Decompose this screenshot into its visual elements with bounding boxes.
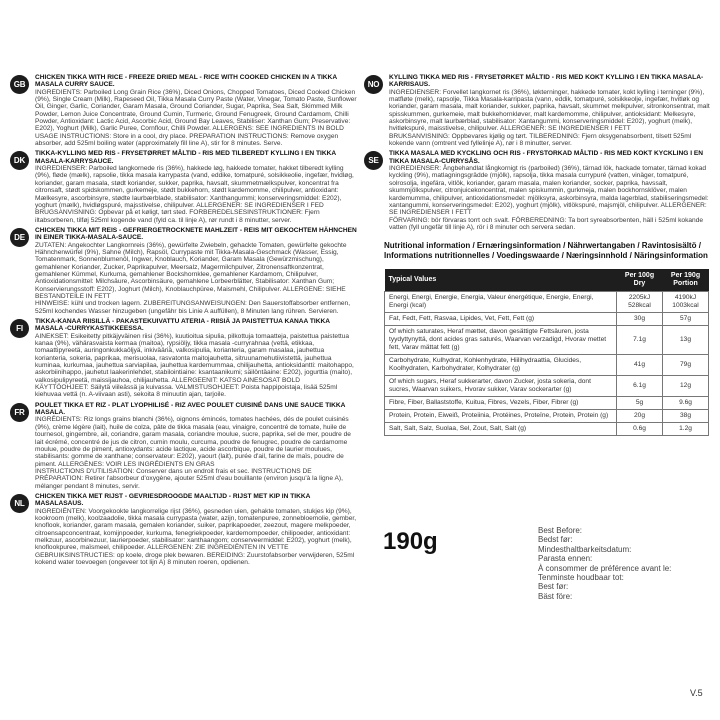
best-before-block (538, 526, 671, 601)
product-text: BRUGSANVISNING: Opbevar på et køligt, tørt sted. FORBEREDELSESINSTRUKTIONER: Fjern iltabsorberen, tilføj 525ml kogende vand (fyld ca. til linje A), rør rundt i 8 minutter, server. (35, 209, 320, 224)
language-badge: SE (364, 151, 383, 170)
value-per-portion: 9.6g (663, 397, 709, 410)
col-header-per-portion: Per 190g Portion (663, 269, 709, 292)
product-text: INGREDIENSER: Parboiled langkornede ris (36%), hakkede løg, hakkede tomater, hakket tilberedt kylling (9%), fløde (mælk), rapsolie, tikka masala karrypasta (vand, eddike, tomatpuré, solsikkeolie, ingefær, hvidløg, koriander, garam masala, stødt koriander, sukker, paprika, havsalt, skummetmælkspulver, koncentrat fra citronsaft, stødt spidskommen, gurkemeje, stødt bukkehorn, stødt kardemomme, chilipulver, antioxidant: Mælkesyre, ascorbinsyre, stødte laurbærblade, stabilisator: Xanthangummi; konserveringsmiddel: E202), yoghurt (mælk), hvidløgspuré, majsstivelse, chilipulver. ALLERGENER: SE INGREDIENSER I FED (35, 165, 354, 209)
language-block-se (364, 150, 710, 231)
product-text: GEBRUIKSINSTRUCTIES: op koele, droge plek bewaren. BEREIDING: Zuurstofabsorber verwijderen, 525ml kokend water toevoegen (ongeveer tot lijn A) 8 minuten roeren, opdienen. (35, 551, 355, 566)
value-per-100g: 0.6g (617, 423, 663, 436)
value-per-100g: 2205kJ 528kcal (617, 292, 663, 313)
product-text: USAGE INSTRUCTIONS: Store in a cool, dry place. PREPARATION INSTRUCTIONS: Remove oxygen absorber, add 525ml boiling water (approximately fill line A), stir for 8 minutes. Serve. (35, 132, 339, 148)
left-column (10, 74, 358, 569)
language-badge: DE (10, 228, 29, 247)
nutrition-row (385, 397, 709, 410)
nutrition-row (385, 410, 709, 423)
value-per-portion: 38g (663, 410, 709, 423)
product-text: INGREDIENSER: Ångbehandlat långkornigt ris (parboiled) (36%), tärnad lök, hackade tomater, tärnad kokad kyckling (9%), matlagningsgrädde (mjölk), rapsolja, tikka masala currypuré (vatten, vinäger, tomatpuré, solrosolja, ingefära, vitlök, koriander, garam masala, malen koriander, socker, paprika, havssalt, skummjölkspulver, citronjuicekoncentrat, malen spiskummin, gurkmeja, malen bockhornsklöver, malen kardemumma, chilipulver, antioxidationsmedel: mjölksyra, askorbinsyra, malda lagerblad, stabiliseringsmedel: xantangummi, konserveringsmedel: E202), yoghurt (mjölk), vitlökspuré, majsmjöl, chilipulver. ALLERGENER: SE INGREDIENSER I FETT (389, 165, 709, 217)
language-block-no (364, 74, 710, 147)
best-before-line: Best før: (538, 582, 569, 592)
language-badge: NL (10, 494, 29, 513)
best-before-line: Bäst före: (538, 591, 573, 601)
product-text: INSTRUCTIONS D'UTILISATION: Conserver dans un endroit frais et sec. INSTRUCTIONS DE PRÉPARATION: Retirer l'absorbeur d'oxygène, ajouter 525ml d'eau bouillante (environ jusqu'à la ligne A), mélanger pendant 8 minutes, servir. (35, 467, 343, 490)
value-per-100g: 30g (617, 313, 663, 326)
best-before-line: À consommer de préférence avant le: (538, 563, 672, 573)
product-text: HINWEISE: kühl und trocken lagern. ZUBEREITUNGSANWEISUNGEN: Den Sauerstoffabsorber entfernen, 525ml kochendes Wasser hinzugeben (ungefähr bis Linie A auffüllen), 8 Minuten lang rühren. Servieren. (35, 300, 351, 315)
product-title: TIKKA MASALA MED KYCKLING OCH RIS - FRYSTORKAD MÅLTID - RIS MED KOKT KYCKLING I EN TIKKA MASALA-CURRYSÅS. (389, 150, 704, 165)
nutrient-label: Of which sugars, Heraf sukkerarter, davon Zucker, josta sokeria, dont sucres, Waarvan suikers, Hvorav sukker, Varav sockerarter (g) (385, 376, 617, 397)
value-per-portion: 4190kJ 1003kcal (663, 292, 709, 313)
best-before-line: Mindesthaltbarkeitsdatum: (538, 544, 632, 554)
nutrition-row (385, 292, 709, 313)
product-text: FÖRVARING: bör förvaras torrt och svalt. FÖRBEREDNING: Ta bort syreabsorbenten, häll i 525ml kokande vatten (fyll ungefär till linje A), rör i 8 minuter och servera sedan. (389, 216, 704, 231)
language-badge: GB (10, 75, 29, 94)
value-per-100g: 5g (617, 397, 663, 410)
value-per-100g: 6.1g (617, 376, 663, 397)
product-title: CHICKEN TIKKA WITH RICE - FREEZE DRIED MEAL - RICE WITH COOKED CHICKEN IN A TIKKA MASALA CURRY SAUCE. (35, 74, 337, 89)
product-text: INGREDIENTS: Parboiled Long Grain Rice (36%), Diced Onions, Chopped Tomatoes, Diced Cooked Chicken (9%), Single Cream (Milk), Rapeseed Oil, Tikka Masala Curry Paste (Water, Vinegar, Tomato Paste, Sunflower Oil, Ginger, Garlic, Coriander, Garam Masala, Ground Coriander, Sugar, Paprika, Sea Salt, Skimmed Milk Powder, Lemon Juice Concentrate, Ground Cumin, Turmeric, Ground Fenugreek, Ground Cardamom, Chilli Powder, Antioxidant: Lactic Acid, Ascorbic Acid, Ground Bay Leaves, Stabiliser: Xanthan Gum; Preservative: E202), Yoghurt (Milk), Garlic Puree, Cornflour, Chilli Powder. ALLERGENS: SEE INGREDIENTS IN BOLD (35, 88, 357, 133)
value-per-100g: 7.1g (617, 326, 663, 355)
product-title: CHICKEN TIKKA MIT REIS - GEFRIERGETROCKNETE MAHLZEIT - REIS MIT GEKOCHTEM HÄHNCHEN IN EINER TIKKA-MASALA-SAUCE. (35, 226, 357, 242)
product-text: ZUTATEN: Angekochter Langkornreis (36%), gewürfelte Zwiebeln, gehackte Tomaten, gewürfelte gekochte Hähnchenwürfel (9%), Sahne (Milch), Rapsöl, Currypaste mit Tikka-Masala-Geschmack (Wasser, Essig, Tomatenmark, Sonnenblumenöl, Ingwer, Knoblauch, Koriander, Garam Masala (Gewürzmischung), gemahlener Koriander, Zucker, Paprikapulver, Meersalz, Magermilchpulver, Zitronensaftkonzentrat, gemahlener Kümmel, Kurkuma, gemahlener Bockshornklee, gemahlener Kardamom, Chilipulver, Antioxidationsmittel: Milchsäure, Ascorbinsäure, gemahlene Lorbeerblätter, Stabilisator: Xanthan Gum; Konservierungsstoff: E202), Joghurt (Milch), Knoblauchpüree, Maismehl, Chilipulver. ALLERGENE: SIEHE BESTANDTEILE IN FETT (35, 241, 347, 300)
nutrient-label: Fat, Fedt, Fett, Rasvaa, Lipides, Vet, Fett, Fett (g) (385, 313, 617, 326)
language-block-dk (10, 150, 358, 223)
language-badge: DK (10, 151, 29, 170)
nutrient-label: Energi, Energi, Energie, Energia, Valeur énergétique, Energie, Energi, Energi (kcal) (385, 292, 617, 313)
product-text: BRUKSANVISNING: Oppbevares kjølig og tørt. TILBEREDNING: Fjern oksygenabsorbent, tilsett 525ml kokende vann (omtrent ved fyllelinje A), rør i 8 minutter, server. (389, 132, 692, 148)
product-text: INGREDIENSER: Forvellet langkornet ris (36%), løkterninger, hakkede tomater, kokt kylling i terninger (9%), matfløte (melk), rapsolje, Tikka Masala-karripasta (vann, eddik, tomatpuré, solsikkeolje, ingefær, hvitløk og koriander, garam masala, malt koriander, sukker, paprika, havsalt, skummet melkpulver, sitronkonsentrat, malt spisskummen, gurkemeie, malt bukkehornkløver, malt kardemomme, chilipulver, antioksidant: Melkesyre, askorbinsyre, malt laurbærblad, stabilisator: Xantangummi, konserveringsmiddel: E202), yoghurt (melk), hvitløkspuré, maisstivelse, chilipulver. ALLERGENER: SE INGREDIENSER I FETT (389, 88, 710, 133)
language-block-fr (10, 402, 358, 490)
language-block-gb (10, 74, 358, 147)
right-language-blocks (364, 74, 710, 231)
language-block-nl (10, 493, 358, 566)
value-per-portion: 1.2g (663, 423, 709, 436)
nutrition-row (385, 376, 709, 397)
language-block-de (10, 227, 358, 315)
product-text: KÄYTTÖOHJEET: Säilytä viileässä ja kuivassa. VALMISTUSOHJEET: Poista happipoistaja, lisää 525ml kiehuvaa vettä (n. A-viivaan asti), sekoita 8 minuutin ajan, tarjoile. (35, 384, 338, 399)
language-badge: FI (10, 319, 29, 338)
nutrition-row (385, 313, 709, 326)
value-per-portion: 13g (663, 326, 709, 355)
product-title: POULET TIKKA ET RIZ - PLAT LYOPHILISÉ - RIZ AVEC POULET CUISINÉ DANS UNE SAUCE TIKKA MASALA. (35, 401, 346, 417)
best-before-line: Bedst før: (538, 535, 573, 545)
language-badge: NO (364, 75, 383, 94)
nutrition-table (384, 269, 709, 436)
nutrient-label: Salt, Salt, Salz, Suolaa, Sel, Zout, Salt, Salt (g) (385, 423, 617, 436)
best-before-line: Tenminste houdbaar tot: (538, 573, 624, 583)
nutrient-label: Of which saturates, Heraf mættet, davon gesättigte Fettsäuren, josta tyydyttynyttä, dont acides gras saturés, Waarvan verzadigd, Hvorav mettet fett, Varav mättat fett (g) (385, 326, 617, 355)
product-title: TIKKA-KYLLING MED RIS - FRYSETØRRET MÅLTID - RIS MED TILBEREDT KYLLING I EN TIKKA MASALA-KARRYSAUCE. (35, 150, 336, 165)
nutrition-row (385, 355, 709, 376)
product-title: KYLLING TIKKA MED RIS - FRYSETØRKET MÅLTID - RIS MED KOKT KYLLING I EN TIKKA MASALA-KARRISAUS. (389, 74, 704, 89)
nutrition-rows (385, 292, 709, 436)
col-header-typical: Typical Values (385, 269, 617, 292)
value-per-portion: 57g (663, 313, 709, 326)
value-per-100g: 41g (617, 355, 663, 376)
nutrient-label: Fibre, Fiber, Ballaststoffe, Kuitua, Fibres, Vezels, Fiber, Fibrer (g) (385, 397, 617, 410)
best-before-line: Best Before: (538, 526, 583, 535)
nutrition-row (385, 326, 709, 355)
nutrient-label: Carbohydrate, Kulhydrat, Kohlenhydrate, Hiilihydraattia, Glucides, Koolhydraten, Karbohydrater, Kolhydrater (g) (385, 355, 617, 376)
col-header-per-100g: Per 100g Dry (617, 269, 663, 292)
nutrition-heading: Nutritional information / Ernæringsinformation / Nährwertangaben / Ravintosisältö / Informations nutritionnelles / Voedingswaarde / Næringsinnhold / Näringsinformation (384, 241, 708, 261)
nutrient-label: Protein, Protein, Eiweiß, Proteiinia, Protéines, Proteïne, Protein, Protein (g) (385, 410, 617, 423)
value-per-portion: 79g (663, 355, 709, 376)
product-text: INGRÉDIENTS: Riz longs grains blanchi (36%), oignons émincés, tomates hachées, dés de poulet cuisinés (9%), crème légère (lait), huile de colza, pâte de tikka masala (eau, vinaigre, concentré de tomate, huile de tournesol, gingembre, ail, coriandre, garam masala, coriandre moulue, sucre, paprika, sel de mer, poudre de lait écrémé, concentré de jus de citron, cumin moulu, curcuma, poudre de fenugrec, poudre de cardamome moulue, poudre de piment, antioxydants: acide lactique, acide ascorbique, poudre de laurier moulues, stabilisants: gomme de xanthane; conservateur: E202), yaourt (lait), purée d'ail, farine de maïs, poudre de piment. ALLERGÈNES: VOIR LES INGRÉDIENTS EN GRAS (35, 416, 351, 468)
value-per-portion: 12g (663, 376, 709, 397)
nutrition-header-row (385, 269, 709, 292)
net-weight: 190g (383, 528, 438, 555)
nutrition-row (385, 423, 709, 436)
best-before-line: Parasta ennen: (538, 554, 593, 564)
product-title: CHICKEN TIKKA MET RIJST - GEVRIESDROOGDE MAALTIJD - RIJST MET KIP IN TIKKA MASALASAUS. (35, 492, 311, 508)
product-title: TIKKA-KANAA RIISILLÄ - PAKASTEKUIVATTU ATERIA - RIISIÄ JA PAISTETTUA KANAA TIKKA MASALA -CURRYKASTIKKEESSA. (35, 318, 330, 333)
language-block-fi (10, 318, 358, 399)
right-column (364, 74, 710, 436)
value-per-100g: 20g (617, 410, 663, 423)
version-label: V.5 (690, 688, 703, 698)
product-text: AINEKSET: Esikeitetty pitkäjyväinen riisi (36%), kuutioitua sipulia, pilkottuja tomaatteja, paistettua paistettua kanaa (9%), vähärasvaista kermaa (maitoa), rypsiöljy, tikka masala -curryrahnaa (vettä, etikkaa, tomaattipyreetä, auringonkukkaöljyä, inkivääriä, valkosipulia, korianteria, garam masalaa, jauhettua korianteria, sokeria, paprikaa, merisuolaa, rasvatonta maitojauhetta, sitruunamehutiivistettä, jauhettua kuminaa, kurkumaa, jauhettua sarviapilaa, jauhettua kardemummaa, chilijauhetta, antioksidantti: maitohappo, askorbiinihappo, jauhetut laakerinlehdet, stabilointiaine: ksantaanikumi; säilöntäaine: E202), jogurttia (maito), valkosipulipyreetä, maissijauhoa, chilijauhetta. ALLERGEENIT: KATSO AINESOSAT BOLD (35, 332, 354, 384)
product-text: INGREDIËNTEN: Voorgekookte langkorrelige rijst (36%), gesneden uien, gehakte tomaten, stukjes kip (9%), kookroom (melk), koolzaadolie, tikka masala currypasta (water, azijn, tomatenpuree, zonnebloemolie, gember, knoflook, koriander, garam masala, gemalen koriander, suiker, paprikapoeder, zeezout, magere melkpoeder, citroensapconcentraat, komijnpoeder, kurkuma, fenegriekpoeder, kardemompoeder, chilipoeder, antioxidant: melkzuur, ascorbinezuur, laurierpoeder, stabilisator: xanthaangom; conserveermiddel: E202), yoghurt (melk), knoflookpuree, maïsmeel, chilipoeder. ALLERGENEN: ZIE INGREDIËNTEN IN VETTE (35, 507, 357, 552)
language-badge: FR (10, 403, 29, 422)
